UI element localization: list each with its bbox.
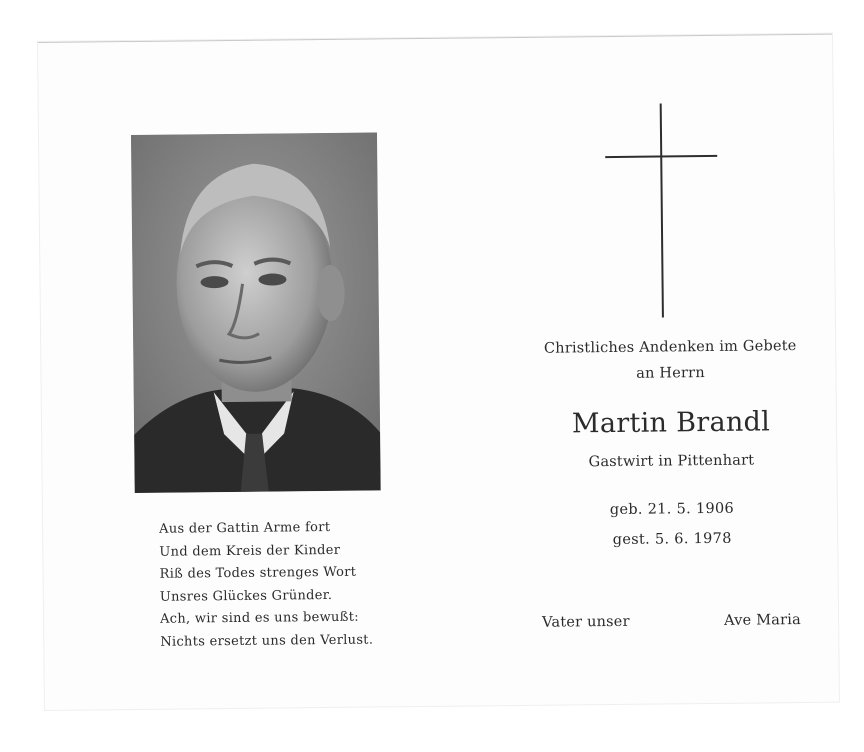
birth-date: geb. 21. 5. 1906 bbox=[609, 500, 735, 519]
memorial-card bbox=[38, 34, 839, 710]
verse-line: Riß des Todes strenges Wort bbox=[159, 564, 357, 582]
verse-line: Aus der Gattin Arme fort bbox=[159, 519, 331, 537]
card-top-edge bbox=[38, 34, 832, 43]
memorial-intro-honorific: an Herrn bbox=[636, 365, 705, 382]
prayer-ave-maria: Ave Maria bbox=[724, 612, 801, 629]
verse-line: Und dem Kreis der Kinder bbox=[159, 542, 341, 560]
portrait-photo bbox=[131, 132, 381, 493]
deceased-name: Martin Brandl bbox=[571, 406, 771, 440]
latin-cross-icon bbox=[605, 103, 719, 318]
verse-line: Unsres Glückes Gründer. bbox=[159, 587, 333, 605]
verse-line: Nichts ersetzt uns den Verlust. bbox=[160, 632, 374, 650]
memorial-intro: Christliches Andenken im Gebete bbox=[543, 338, 797, 357]
prayer-vater-unser: Vater unser bbox=[542, 613, 630, 631]
deceased-occupation: Gastwirt in Pittenhart bbox=[588, 452, 755, 471]
verse-line: Ach, wir sind es uns bewußt: bbox=[159, 609, 359, 627]
memorial-verse bbox=[159, 517, 373, 654]
death-date: gest. 5. 6. 1978 bbox=[612, 530, 732, 549]
